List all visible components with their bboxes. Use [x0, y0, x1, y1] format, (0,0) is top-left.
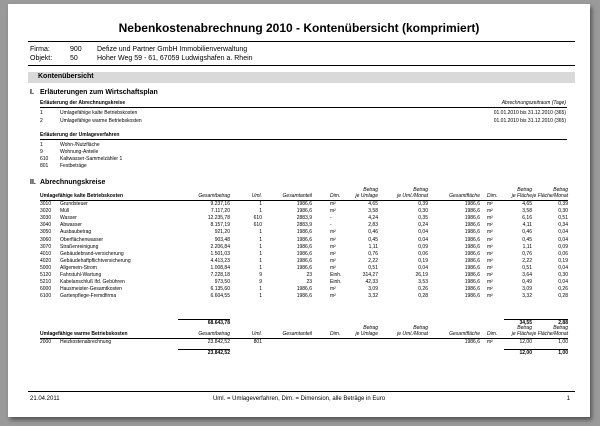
title-rule [28, 41, 575, 42]
row-je-uml-monat: 3,53 [418, 279, 428, 286]
row-gesamtanteil: 1986,6 [296, 293, 312, 300]
kreise-rule [40, 107, 567, 108]
row-dim2: m² [487, 201, 493, 207]
row-je-flaeche: 0,51 [522, 264, 532, 271]
row-uml: 610 [253, 222, 262, 229]
kalt-total-je-flaeche-monat: 2,88 [558, 320, 568, 326]
row-gesamtbetrag: 23.842,52 [207, 339, 230, 345]
col-gesamtbetrag: Gesamtbetrag [198, 193, 230, 199]
row-dim: Einh. [330, 272, 342, 278]
kalt-table-betrag-upper: Betrag [363, 187, 378, 193]
row-je-umlage: 314,27 [362, 272, 378, 278]
footer-page-number: 1 [566, 396, 570, 402]
row-je-flaeche-monat: 0,04 [558, 236, 568, 243]
row-gesamtbetrag: 7.117,20 [210, 208, 230, 215]
row-gesamtbetrag: 1.501,03 [210, 250, 230, 257]
row-dim2: m² [487, 279, 493, 286]
row-je-flaeche-monat: 0,30 [558, 272, 568, 278]
col-dim: Dim. [330, 193, 341, 199]
row-gesamtflaeche: 1986,6 [464, 243, 480, 250]
row-gesamtbetrag: 6.604,55 [210, 293, 230, 300]
row-je-flaeche: 4,65 [522, 201, 532, 207]
row-je-uml-monat: 0,06 [418, 250, 428, 257]
row-je-uml-monat: 0,04 [418, 229, 428, 236]
row-gesamtflaeche: 1986,6 [464, 293, 480, 300]
kalt-table-betrag-upper: Betrag [413, 187, 428, 193]
row-je-flaeche: 3,09 [522, 286, 532, 293]
row-je-uml-monat: 0,24 [418, 222, 428, 229]
row-je-umlage: 0,76 [368, 250, 378, 257]
row-account-label: Kabelanschluß lfd. Gebühren [60, 279, 125, 286]
row-gesamtbetrag: 2.206,84 [210, 243, 230, 250]
row-dim: - [330, 222, 332, 229]
firma-label: Firma: [30, 46, 50, 53]
row-account-number: 4020 [40, 257, 52, 264]
col-dim2: Dim. [487, 193, 498, 199]
row-account-number: 3040 [40, 222, 52, 229]
row-dim: m² [330, 293, 336, 300]
row-je-umlage: 3,58 [368, 208, 378, 215]
section2-title: Abrechnungskreise [40, 179, 106, 186]
row-gesamtflaeche: 1986,6 [464, 208, 480, 215]
row-dim2: m² [487, 250, 493, 257]
row-je-umlage: 42,33 [365, 279, 378, 286]
col-dim: Dim. [330, 331, 341, 337]
row-je-flaeche: 3,64 [522, 272, 532, 278]
row-je-flaeche-monat: 0,09 [558, 243, 568, 250]
row-account-label: Fahrstuhl-Wartung [60, 272, 102, 278]
row-dim2: m² [487, 208, 493, 215]
kalt-table-title: Umlagefähige kalte Betriebskosten [40, 193, 124, 199]
row-uml: 9 [259, 272, 262, 278]
row-je-uml-monat: 0,30 [418, 208, 428, 215]
row-je-flaeche: 0,76 [522, 250, 532, 257]
row-je-flaeche-monat: 0,51 [558, 215, 568, 222]
row-je-flaeche-monat: 0,19 [558, 257, 568, 264]
row-gesamtbetrag: 903,48 [214, 236, 230, 243]
row-je-flaeche: 12,00 [519, 339, 532, 345]
row-account-label: Allgemein-Strom [60, 264, 97, 271]
row-je-umlage: 0,51 [368, 264, 378, 271]
col-je-uml-monat: je Uml./Monat [397, 331, 428, 337]
col-je-umlage: je Umlage [355, 331, 378, 337]
row-je-uml-monat: 0,04 [418, 236, 428, 243]
row-uml: 610 [253, 215, 262, 222]
row-dim2: m² [487, 257, 493, 264]
row-je-flaeche-monat: 0,04 [558, 264, 568, 271]
row-dim2: m² [487, 229, 493, 236]
page-title: Nebenkostenabrechnung 2010 - Kontenübersicht (komprimiert) [118, 21, 480, 35]
row-account-number: 5210 [40, 279, 52, 286]
row-dim: m² [330, 208, 336, 215]
row-dim2: m² [487, 339, 493, 345]
objekt-number: 50 [70, 55, 78, 62]
row-account-label: Abwasser [60, 222, 82, 229]
section-band [28, 72, 575, 83]
col-je-uml-monat: je Uml./Monat [397, 193, 428, 199]
row-je-uml-monat: 0,39 [418, 201, 428, 207]
verfahren-label: Festbeträge [60, 163, 87, 169]
col-je-umlage: je Umlage [355, 193, 378, 199]
row-gesamtflaeche: 1986,6 [464, 236, 480, 243]
footer-note: Uml. = Umlageverfahren, Dim. = Dimension, alle Beträge in Euro [212, 396, 386, 402]
row-uml: 9 [259, 279, 262, 286]
row-uml: 801 [253, 339, 262, 345]
warm-table-title: Umlagefähige warme Betriebskosten [40, 331, 128, 337]
row-je-flaeche-monat: 0,06 [558, 250, 568, 257]
row-je-flaeche-monat: 1,00 [558, 339, 568, 345]
row-gesamtbetrag: 8.157,19 [210, 222, 230, 229]
row-dim: m² [330, 286, 336, 293]
row-je-flaeche: 4,11 [522, 222, 532, 229]
row-dim: m² [330, 236, 336, 243]
kalt-total-gesamtbetrag: 68.643,78 [207, 320, 230, 326]
row-dim: m² [330, 257, 336, 264]
row-gesamtanteil: 1986,6 [296, 229, 312, 236]
row-je-uml-monat: 0,19 [418, 257, 428, 264]
row-je-umlage: 2,22 [368, 257, 378, 264]
row-account-number: 5120 [40, 272, 52, 278]
col-gesamtanteil: Gesamtanteil [282, 331, 312, 337]
row-je-umlage: 3,32 [368, 293, 378, 300]
row-gesamtbetrag: 7.228,18 [210, 272, 230, 278]
objekt-label: Objekt: [30, 55, 53, 62]
row-account-label: Gebäudebrand-versicherung [60, 250, 124, 257]
row-dim: m² [330, 264, 336, 271]
row-account-number: 3010 [40, 201, 52, 207]
row-uml: 1 [259, 208, 262, 215]
row-account-number: 6000 [40, 286, 52, 293]
row-je-flaeche: 6,16 [522, 215, 532, 222]
col-gesamtflaeche: Gesamtfläche [449, 193, 480, 199]
row-gesamtbetrag: 12.235,78 [207, 215, 230, 222]
row-uml: 1 [259, 236, 262, 243]
col-gesamtanteil: Gesamtanteil [282, 193, 312, 199]
row-je-uml-monat: 26,19 [415, 272, 428, 278]
kreise-heading: Erläuterung der Abrechnungskreise [40, 100, 126, 106]
section1-title: Erläuterungen zum Wirtschaftsplan [40, 89, 158, 96]
verfahren-rule [40, 139, 567, 140]
row-gesamtflaeche: 1986,6 [464, 272, 480, 278]
row-gesamtanteil: 1986,6 [296, 286, 312, 293]
row-uml: 1 [259, 264, 262, 271]
row-account-label: Grundsteuer [60, 201, 88, 207]
col-dim2: Dim. [487, 331, 498, 337]
row-gesamtflaeche: 1986,6 [464, 339, 480, 345]
row-je-uml-monat: 0,28 [418, 293, 428, 300]
row-gesamtflaeche: 1986,6 [464, 250, 480, 257]
row-je-uml-monat: 0,26 [418, 286, 428, 293]
row-gesamtanteil: 1986,6 [296, 208, 312, 215]
row-dim2: m² [487, 243, 493, 250]
verfahren-number: 801 [40, 163, 49, 169]
row-uml: 1 [259, 243, 262, 250]
row-account-label: Ausbaubetrag [60, 229, 92, 236]
row-account-number: 3050 [40, 229, 52, 236]
row-account-number: 6100 [40, 293, 52, 300]
row-je-umlage: 0,46 [368, 229, 378, 236]
row-dim2: m² [487, 286, 493, 293]
row-je-umlage: 2,83 [368, 222, 378, 229]
row-account-label: Heizkostenabrechnung [60, 339, 112, 345]
row-gesamtanteil: 1986,6 [296, 250, 312, 257]
row-je-flaeche: 2,22 [522, 257, 532, 264]
row-account-label: Müll [60, 208, 70, 215]
row-gesamtanteil: 23 [306, 272, 312, 278]
kreis-label: Umlagefähige kalte Betriebskosten [60, 110, 138, 116]
row-je-uml-monat: 0,35 [418, 215, 428, 222]
row-gesamtanteil: 1986,6 [296, 243, 312, 250]
row-uml: 1 [259, 293, 262, 300]
row-gesamtflaeche: 1986,6 [464, 264, 480, 271]
row-gesamtbetrag: 921,20 [214, 229, 230, 236]
row-je-uml-monat: 0,04 [418, 264, 428, 271]
row-uml: 1 [259, 286, 262, 293]
row-account-number: 3030 [40, 215, 52, 222]
row-gesamtbetrag: 9.237,16 [210, 201, 230, 207]
kreis-number: 1 [40, 110, 43, 116]
row-gesamtanteil: 2883,9 [296, 222, 312, 229]
firma-number: 900 [70, 46, 82, 53]
row-gesamtflaeche: 1986,6 [464, 286, 480, 293]
warm-table-betrag-upper: Betrag [413, 325, 428, 331]
header-rule [28, 65, 575, 66]
kalt-table-betrag-upper: Betrag [517, 187, 532, 193]
row-account-number: 3060 [40, 236, 52, 243]
row-account-label: Oberflächenwasser [60, 236, 104, 243]
kalt-table-betrag-upper: Betrag [553, 187, 568, 193]
row-je-uml-monat: 0,09 [418, 243, 428, 250]
row-gesamtbetrag: 973,50 [214, 279, 230, 286]
row-dim: - [330, 215, 332, 222]
row-gesamtflaeche: 1986,6 [464, 215, 480, 222]
row-dim: m² [330, 250, 336, 257]
row-je-umlage: 4,24 [368, 215, 378, 222]
verfahren-heading: Erläuterung der Umlageverfahren [40, 132, 120, 138]
row-je-flaeche-monat: 0,26 [558, 286, 568, 293]
kreis-zeitraum: 01.01.2010 bis 31.12.2010 (365) [493, 118, 566, 124]
warm-total-gesamtbetrag: 23.842,52 [207, 350, 230, 356]
row-gesamtflaeche: 1986,6 [464, 257, 480, 264]
kreis-number: 2 [40, 118, 43, 124]
warm-total-je-flaeche: 12,00 [519, 350, 532, 356]
section2-number: II. [30, 179, 36, 186]
row-dim: Einh. [330, 279, 342, 286]
row-dim: m² [330, 201, 336, 207]
row-gesamtanteil: 2883,9 [296, 215, 312, 222]
row-uml: 1 [259, 257, 262, 264]
row-uml: 1 [259, 201, 262, 207]
verfahren-number: 9 [40, 149, 43, 155]
row-gesamtbetrag: 4.413,23 [210, 257, 230, 264]
row-dim: m² [330, 243, 336, 250]
row-je-umlage: 1,11 [368, 243, 378, 250]
row-je-umlage: 3,09 [368, 286, 378, 293]
row-gesamtflaeche: 1986,6 [464, 222, 480, 229]
row-dim2: m² [487, 293, 493, 300]
col-je-flaeche-monat: je Fläche/Monat [532, 331, 568, 337]
section-band-label: Kontenübersicht [38, 73, 94, 80]
row-je-flaeche: 1,11 [522, 243, 532, 250]
row-account-number: 5000 [40, 264, 52, 271]
row-gesamtanteil: 1986,6 [296, 236, 312, 243]
row-dim: m² [330, 229, 336, 236]
row-je-flaeche: 0,45 [522, 236, 532, 243]
verfahren-number: 610 [40, 156, 49, 162]
row-dim2: m² [487, 222, 493, 229]
col-je-flaeche: je Fläche [511, 193, 532, 199]
footer-rule [28, 391, 575, 392]
col-uml: Uml. [251, 193, 262, 199]
warm-table-betrag-upper: Betrag [517, 325, 532, 331]
footer-date: 21.04.2011 [30, 396, 60, 402]
row-gesamtflaeche: 1986,6 [464, 201, 480, 207]
row-dim2: m² [487, 264, 493, 271]
col-gesamtbetrag: Gesamtbetrag [198, 331, 230, 337]
firma-name: Defize und Partner GmbH Immobilienverwaltung [97, 46, 248, 53]
row-uml: 1 [259, 250, 262, 257]
row-account-number: 3020 [40, 208, 52, 215]
row-je-flaeche-monat: 0,04 [558, 279, 568, 286]
objekt-address: Hoher Weg 59 - 61, 67059 Ludwigshafen a. Rhein [97, 55, 253, 62]
report-page [8, 4, 590, 417]
row-uml: 1 [259, 229, 262, 236]
row-account-label: Wasser [60, 215, 77, 222]
verfahren-label: Kaltwasser-Sammelzähler 1 [60, 156, 123, 162]
zeitraum-heading: Abrechnungszeitraum (Tage) [501, 100, 566, 106]
row-je-flaeche-monat: 0,04 [558, 229, 568, 236]
row-account-label: Straßenreinigung [60, 243, 99, 250]
row-je-flaeche-monat: 0,30 [558, 208, 568, 215]
verfahren-label: Wohnung-Anteile [60, 149, 99, 155]
row-account-label: Hausmeister-Gesamtkosten [60, 286, 122, 293]
col-je-flaeche: je Fläche [511, 331, 532, 337]
row-gesamtanteil: 1986,6 [296, 257, 312, 264]
row-account-number: 2000 [40, 339, 52, 345]
row-je-flaeche: 3,58 [522, 208, 532, 215]
row-je-flaeche: 0,49 [522, 279, 532, 286]
row-je-flaeche: 3,32 [522, 293, 532, 300]
row-gesamtbetrag: 1.008,84 [210, 264, 230, 271]
row-je-umlage: 0,45 [368, 236, 378, 243]
section1-number: I. [30, 89, 34, 96]
verfahren-number: 1 [40, 142, 43, 148]
row-account-number: 3070 [40, 243, 52, 250]
row-account-label: Gartenpflege-Fremdfirma [60, 293, 117, 300]
warm-table-betrag-upper: Betrag [363, 325, 378, 331]
row-gesamtflaeche: 1986,6 [464, 279, 480, 286]
verfahren-label: Wohn-/Nutzfläche [60, 142, 100, 148]
row-dim2: m² [487, 215, 493, 222]
row-gesamtanteil: 1986,6 [296, 201, 312, 207]
row-account-number: 4010 [40, 250, 52, 257]
row-account-label: Gebäudehaftpflichtversicherung [60, 257, 131, 264]
row-je-umlage: 4,65 [368, 201, 378, 207]
row-dim2: m² [487, 236, 493, 243]
row-je-flaeche-monat: 0,34 [558, 222, 568, 229]
row-je-flaeche-monat: 0,39 [558, 201, 568, 207]
row-dim2: m² [487, 272, 493, 278]
row-gesamtanteil: 1986,6 [296, 264, 312, 271]
kreis-label: Umlagefähige warme Betriebskosten [60, 118, 142, 124]
row-je-flaeche-monat: 0,28 [558, 293, 568, 300]
kreis-zeitraum: 01.01.2010 bis 31.12.2010 (365) [493, 110, 566, 116]
warm-table-betrag-upper: Betrag [553, 325, 568, 331]
row-gesamtanteil: 23 [306, 279, 312, 286]
col-je-flaeche-monat: je Fläche/Monat [532, 193, 568, 199]
row-gesamtbetrag: 6.135,60 [210, 286, 230, 293]
warm-total-je-flaeche-monat: 1,00 [558, 350, 568, 356]
col-gesamtflaeche: Gesamtfläche [449, 331, 480, 337]
row-je-flaeche: 0,46 [522, 229, 532, 236]
row-gesamtflaeche: 1986,6 [464, 229, 480, 236]
col-uml: Uml. [251, 331, 262, 337]
kalt-total-je-flaeche: 34,55 [519, 320, 532, 326]
